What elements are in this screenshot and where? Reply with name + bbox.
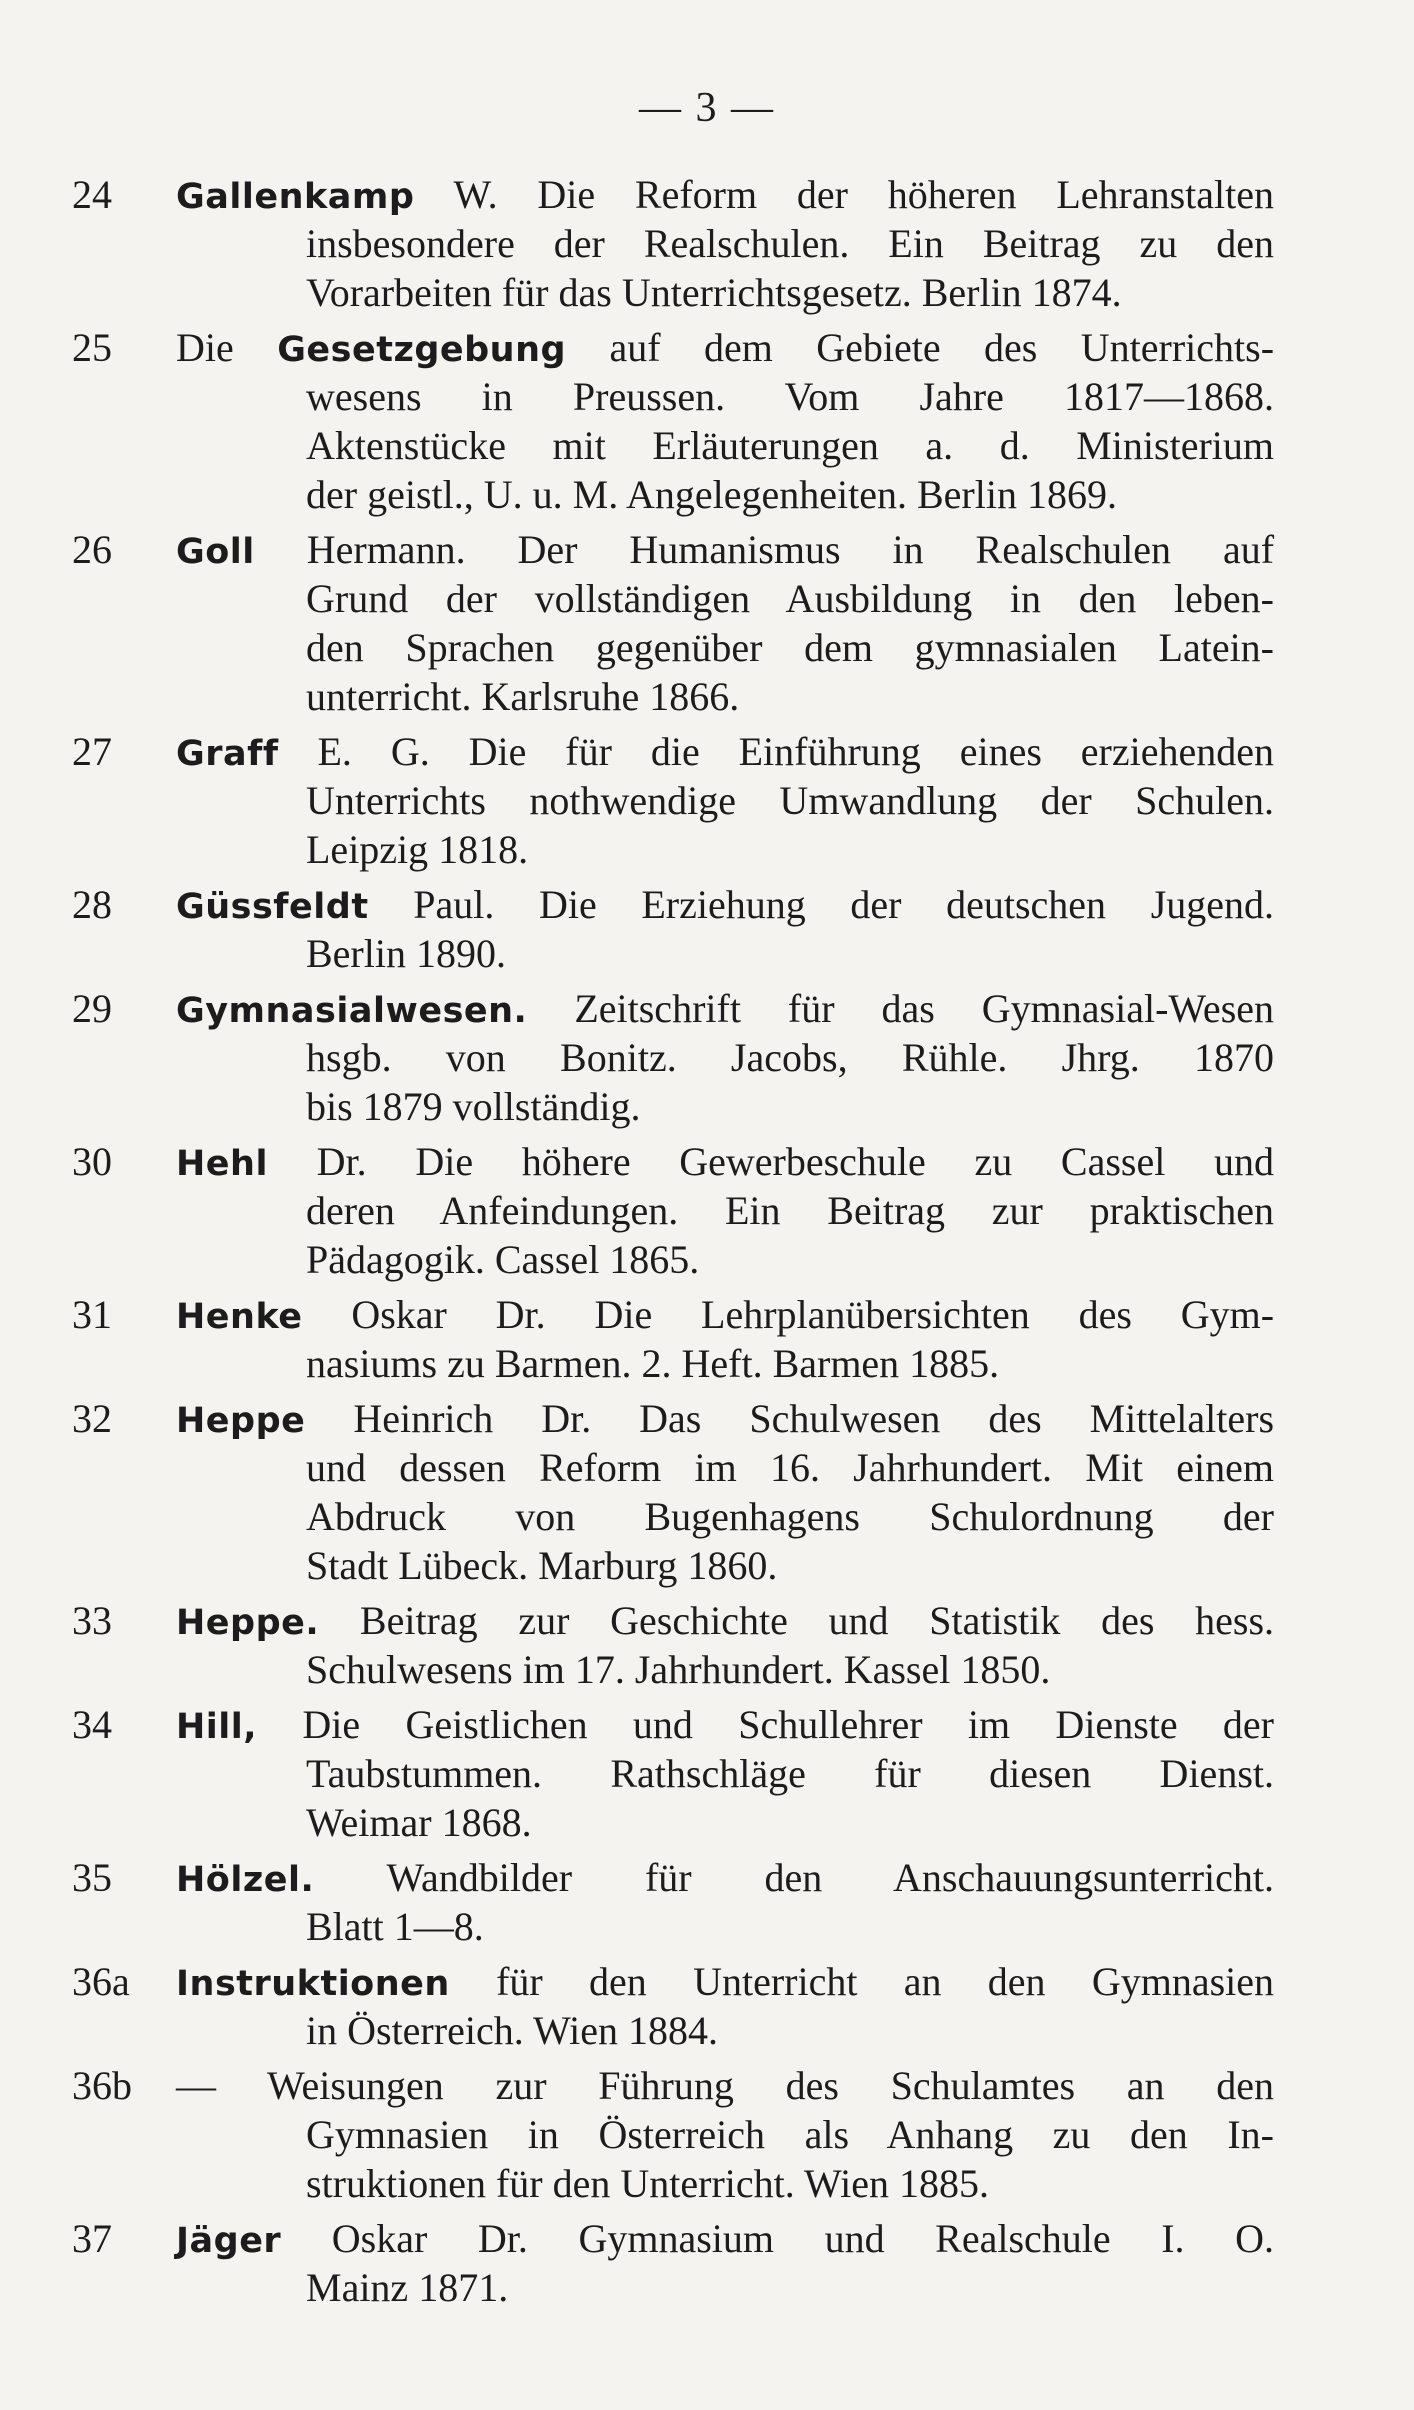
entry-text-line: Zeitschrift für das Gymnasial-Wesen: [574, 986, 1275, 1031]
entry-text-line: nasiums zu Barmen. 2. Heft. Barmen 1885.: [306, 1341, 1000, 1386]
entry-text-line: Taubstummen. Rathschläge für diesen Dienst.: [306, 1751, 1274, 1796]
entry-text-line: Wandbilder für den Anschauungsunterricht.: [386, 1855, 1275, 1900]
catalog-entry: [0, 1290, 1414, 1388]
catalog-entry: [0, 984, 1414, 1131]
entry-text-line: Heinrich Dr. Das Schulwesen des Mittelalters: [353, 1396, 1275, 1441]
catalog-entry: [0, 2214, 1414, 2312]
entry-text-line: Weimar 1868.: [306, 1800, 532, 1845]
entry-text-line: Schulwesens im 17. Jahrhundert. Kassel 1850.: [306, 1647, 1051, 1692]
entry-first-line: [176, 2214, 1274, 2266]
entry-text-line: Paul. Die Erziehung der deutschen Jugend.: [413, 882, 1275, 927]
entry-author: Heppe.: [176, 1603, 320, 1643]
entry-text-line: Pädagogik. Cassel 1865.: [306, 1237, 700, 1282]
entry-text-line: Berlin 1890.: [306, 931, 506, 976]
entry-number: 29: [72, 986, 112, 1031]
entry-first-line: [176, 1596, 1274, 1648]
catalog-entry: [0, 1394, 1414, 1590]
entry-first-line: [176, 323, 1274, 375]
entry-number: 25: [72, 325, 112, 370]
entry-text-line: für den Unterricht an den Gymnasien: [496, 1959, 1275, 2004]
catalog-entry: [0, 323, 1414, 519]
entry-text-line: unterricht. Karlsruhe 1866.: [306, 674, 740, 719]
entry-first-line: [176, 170, 1274, 222]
entry-number: 36b: [72, 2063, 132, 2108]
entry-prefix: Die: [176, 325, 234, 370]
entry-text-line: wesens in Preussen. Vom Jahre 1817—1868.: [306, 374, 1274, 419]
entry-author: Henke: [176, 1297, 303, 1337]
entry-text-line: W. Die Reform der höheren Lehranstalten: [453, 172, 1274, 217]
entry-text-line: Die Geistlichen und Schullehrer im Dienste der: [302, 1702, 1274, 1747]
entry-text-line: und dessen Reform im 16. Jahrhundert. Mit einem: [306, 1445, 1274, 1490]
entry-text-line: Grund der vollständigen Ausbildung in den leben-: [306, 576, 1274, 621]
entry-number: 24: [72, 172, 112, 217]
entry-text-line: Hermann. Der Humanismus in Realschulen auf: [306, 527, 1275, 572]
catalog-entry: [0, 1700, 1414, 1847]
catalog-entry: [0, 2061, 1414, 2208]
entry-first-line: [176, 525, 1274, 577]
entry-first-line: [176, 1394, 1274, 1446]
entry-text-line: hsgb. von Bonitz. Jacobs, Rühle. Jhrg. 1870: [306, 1035, 1274, 1080]
entry-text-line: Vorarbeiten für das Unterrichtsgesetz. Berlin 1874.: [306, 270, 1122, 315]
catalog-entry: [0, 1137, 1414, 1284]
entry-author: Goll: [176, 532, 255, 572]
entry-author: Güssfeldt: [176, 887, 369, 927]
catalog-entry: [0, 525, 1414, 721]
entry-number: 34: [72, 1702, 112, 1747]
entry-author: Graff: [176, 734, 279, 774]
entry-number: 36a: [72, 1959, 130, 2004]
entry-text-line: Mainz 1871.: [306, 2265, 509, 2310]
entry-first-line: [176, 984, 1274, 1036]
entry-author: Hölzel.: [176, 1860, 315, 1900]
entry-text-line: Gymnasien in Österreich als Anhang zu den In-: [306, 2112, 1274, 2157]
entry-author: Instruktionen: [176, 1964, 450, 2004]
entry-text-line: bis 1879 vollständig.: [306, 1084, 641, 1129]
entry-first-line: [176, 880, 1274, 932]
catalog-entry: [0, 727, 1414, 874]
entry-text-line: auf dem Gebiete des Unterrichts-: [609, 325, 1275, 370]
entry-first-line: [176, 1957, 1274, 2009]
entry-text-line: in Österreich. Wien 1884.: [306, 2008, 718, 2053]
entry-text-line: zur Führung des Schulamtes an den: [495, 2063, 1275, 2108]
entry-author: Gallenkamp: [176, 177, 415, 217]
entry-first-line: [176, 727, 1274, 779]
entry-prefix: — Weisungen: [176, 2063, 444, 2108]
entry-text-line: struktionen für den Unterricht. Wien 1885.: [306, 2161, 990, 2206]
entry-first-line: [176, 1853, 1274, 1905]
page-number: — 3 —: [639, 85, 775, 131]
entry-number: 31: [72, 1292, 112, 1337]
catalog-entries: [0, 170, 1414, 2318]
entry-first-line: [176, 1137, 1274, 1189]
entry-text-line: Beitrag zur Geschichte und Statistik des hess.: [359, 1598, 1275, 1643]
entry-number: 35: [72, 1855, 112, 1900]
entry-text-line: Unterrichts nothwendige Umwandlung der Schulen.: [306, 778, 1274, 823]
catalog-entry: [0, 1957, 1414, 2055]
entry-author: Gymnasialwesen.: [176, 991, 528, 1031]
entry-text-line: Aktenstücke mit Erläuterungen a. d. Ministerium: [306, 423, 1274, 468]
entry-number: 30: [72, 1139, 112, 1184]
entry-number: 37: [72, 2216, 112, 2261]
catalog-entry: [0, 1853, 1414, 1951]
entry-text-line: Stadt Lübeck. Marburg 1860.: [306, 1543, 778, 1588]
entry-text-line: den Sprachen gegenüber dem gymnasialen Latein-: [306, 625, 1274, 670]
entry-number: 32: [72, 1396, 112, 1441]
entry-first-line: [176, 1290, 1274, 1342]
catalog-entry: [0, 1596, 1414, 1694]
catalog-entry: [0, 170, 1414, 317]
entry-text-line: der geistl., U. u. M. Angelegenheiten. Berlin 1869.: [306, 472, 1117, 517]
entry-text-line: E. G. Die für die Einführung eines erziehenden: [317, 729, 1275, 774]
entry-text-line: Abdruck von Bugenhagens Schulordnung der: [306, 1494, 1274, 1539]
entry-text-line: Blatt 1—8.: [306, 1904, 484, 1949]
entry-text-line: Oskar Dr. Die Lehrplanübersichten des Gym-: [351, 1292, 1275, 1337]
entry-first-line: [176, 1700, 1274, 1752]
entry-author: Heppe: [176, 1401, 306, 1441]
entry-author: Jäger: [176, 2221, 282, 2261]
catalog-entry: [0, 880, 1414, 978]
entry-first-line: [176, 2061, 1274, 2110]
entry-author: Hill,: [176, 1707, 258, 1747]
entry-number: 27: [72, 729, 112, 774]
entry-text-line: Oskar Dr. Gymnasium und Realschule I. O.: [331, 2216, 1274, 2261]
entry-text-line: deren Anfeindungen. Ein Beitrag zur praktischen: [306, 1188, 1274, 1233]
entry-number: 33: [72, 1598, 112, 1643]
entry-number: 26: [72, 527, 112, 572]
entry-text-line: Leipzig 1818.: [306, 827, 529, 872]
entry-author: Hehl: [176, 1144, 268, 1184]
entry-author: Gesetzgebung: [277, 330, 567, 370]
entry-text-line: insbesondere der Realschulen. Ein Beitrag zu den: [306, 221, 1274, 266]
entry-number: 28: [72, 882, 112, 927]
entry-text-line: Dr. Die höhere Gewerbeschule zu Cassel und: [316, 1139, 1275, 1184]
